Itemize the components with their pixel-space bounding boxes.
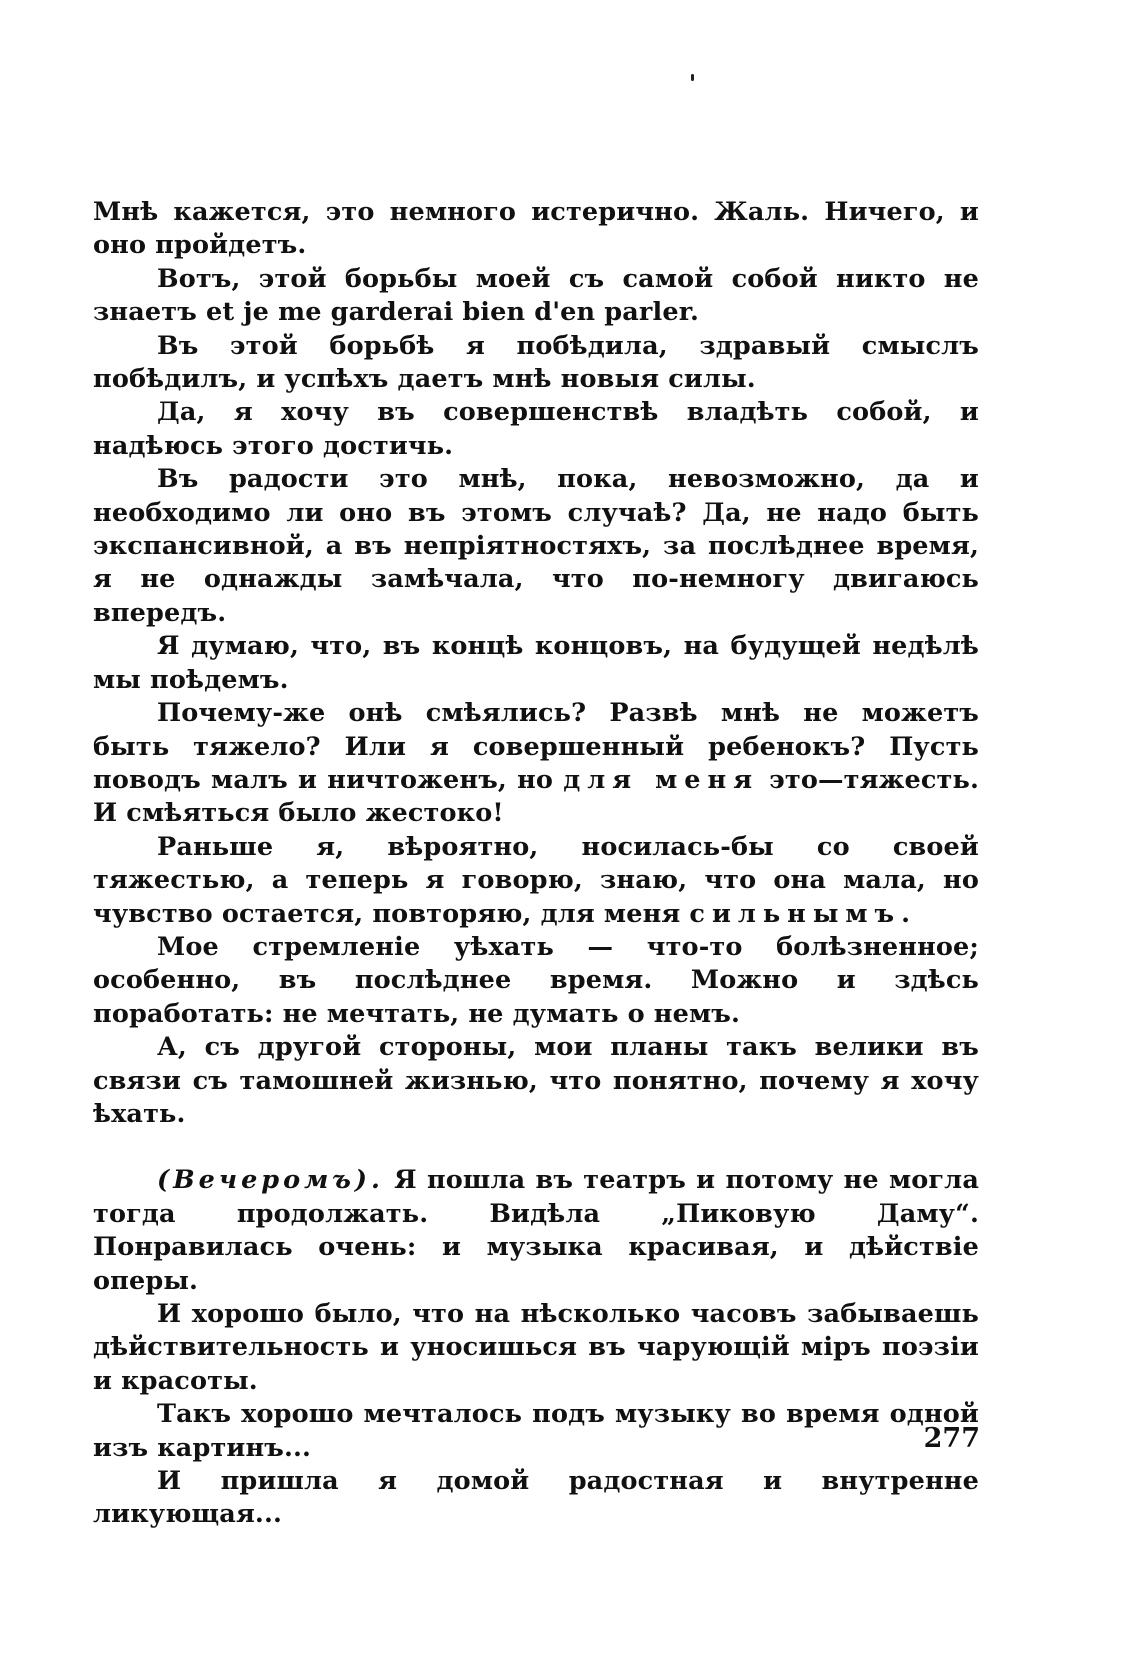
paragraph-text: Мнѣ кажется, это немного истерично. Жаль. Ничего, и оно пройдетъ. xyxy=(93,197,979,261)
paragraph-text: Я пошла въ театръ и потому не могла тогда продолжать. Видѣла „Пиковую Даму“. Понравилась очень: и музыка красивая, и дѣйствіе оперы. xyxy=(93,1165,979,1296)
paragraph-text: Въ этой борьбѣ я побѣдила, здравый смыслъ побѣдилъ, и успѣхъ даетъ мнѣ новыя силы. xyxy=(93,330,979,395)
paragraph-text: Такъ хорошо мечталось подъ музыку во время одной изъ картинъ... xyxy=(93,1399,979,1463)
paragraph-12 xyxy=(93,1298,979,1398)
paragraph-text: Въ радости это мнѣ, пока, невозможно, да и необходимо ли оно въ этомъ случаѣ? Да, не надо быть экспансивной, а въ непріятностяхъ, за послѣднее время, я не однажды замѣчала, что по-немногу двигаюсь впередъ. xyxy=(93,464,979,628)
page-number: 277 xyxy=(923,1423,980,1454)
paragraph-2 xyxy=(93,263,979,330)
paragraph-text: А, съ другой стороны, мои планы такъ велики въ связи съ тамошней жизнью, что понятно, почему я хочу ѣхать. xyxy=(93,1032,979,1129)
spaced-emphasis: для меня xyxy=(563,764,760,795)
body-text xyxy=(93,196,979,1532)
paragraph-5 xyxy=(93,463,979,630)
paragraph-text: И пришла я домой радостная и внутренне ликующая... xyxy=(93,1466,979,1530)
paragraph-7 xyxy=(93,697,979,831)
paragraph-14 xyxy=(93,1465,979,1532)
paragraph-text: Почему-же онѣ смѣялись? Развѣ мнѣ не можетъ быть тяжело? Или я совершенный ребенокъ? Пусть поводъ малъ и ничтоженъ, но xyxy=(93,698,979,795)
spaced-emphasis: сильнымъ xyxy=(689,898,902,929)
paragraph-13 xyxy=(93,1398,979,1465)
paragraph-8 xyxy=(93,831,979,931)
paragraph-text: И хорошо было, что на нѣсколько часовъ забываешь дѣйствительность и уносишься въ чарующій міръ поэзіи и красоты. xyxy=(93,1299,979,1396)
paragraph-6 xyxy=(93,630,979,697)
paragraph-3 xyxy=(93,330,979,397)
paragraph-1 xyxy=(93,196,979,263)
italic-heading: (Вечеромъ). xyxy=(157,1165,384,1196)
paragraph-4 xyxy=(93,396,979,463)
paragraph-10 xyxy=(93,1031,979,1131)
paragraph-text: Да, я хочу въ совершенствѣ владѣть собой, и надѣюсь этого достичь. xyxy=(93,397,979,461)
print-speck xyxy=(691,74,694,81)
paragraph-9 xyxy=(93,931,979,1031)
paragraph-11 xyxy=(93,1164,979,1298)
paragraph-text: Мое стремленіе уѣхать — что-то болѣзненное; особенно, въ послѣднее время. Можно и здѣсь поработать: не мечтать, не думать о немъ. xyxy=(93,931,979,1029)
paragraph-text: Вотъ, этой борьбы моей съ самой собой никто не знаетъ et je me garderai bien d'en parler. xyxy=(93,263,979,328)
paragraph-text: это—тяжесть. И смѣяться было жестоко! xyxy=(93,764,979,829)
paragraph-text: . xyxy=(901,898,911,929)
paragraph-text: Я думаю, что, въ концѣ концовъ, на будущей недѣлѣ мы поѣдемъ. xyxy=(93,631,979,695)
paragraph-text: Раньше я, вѣроятно, носилась-бы со своей тяжестью, а теперь я говорю, знаю, что она мала, но чувство остается, повторяю, для меня xyxy=(93,831,979,929)
